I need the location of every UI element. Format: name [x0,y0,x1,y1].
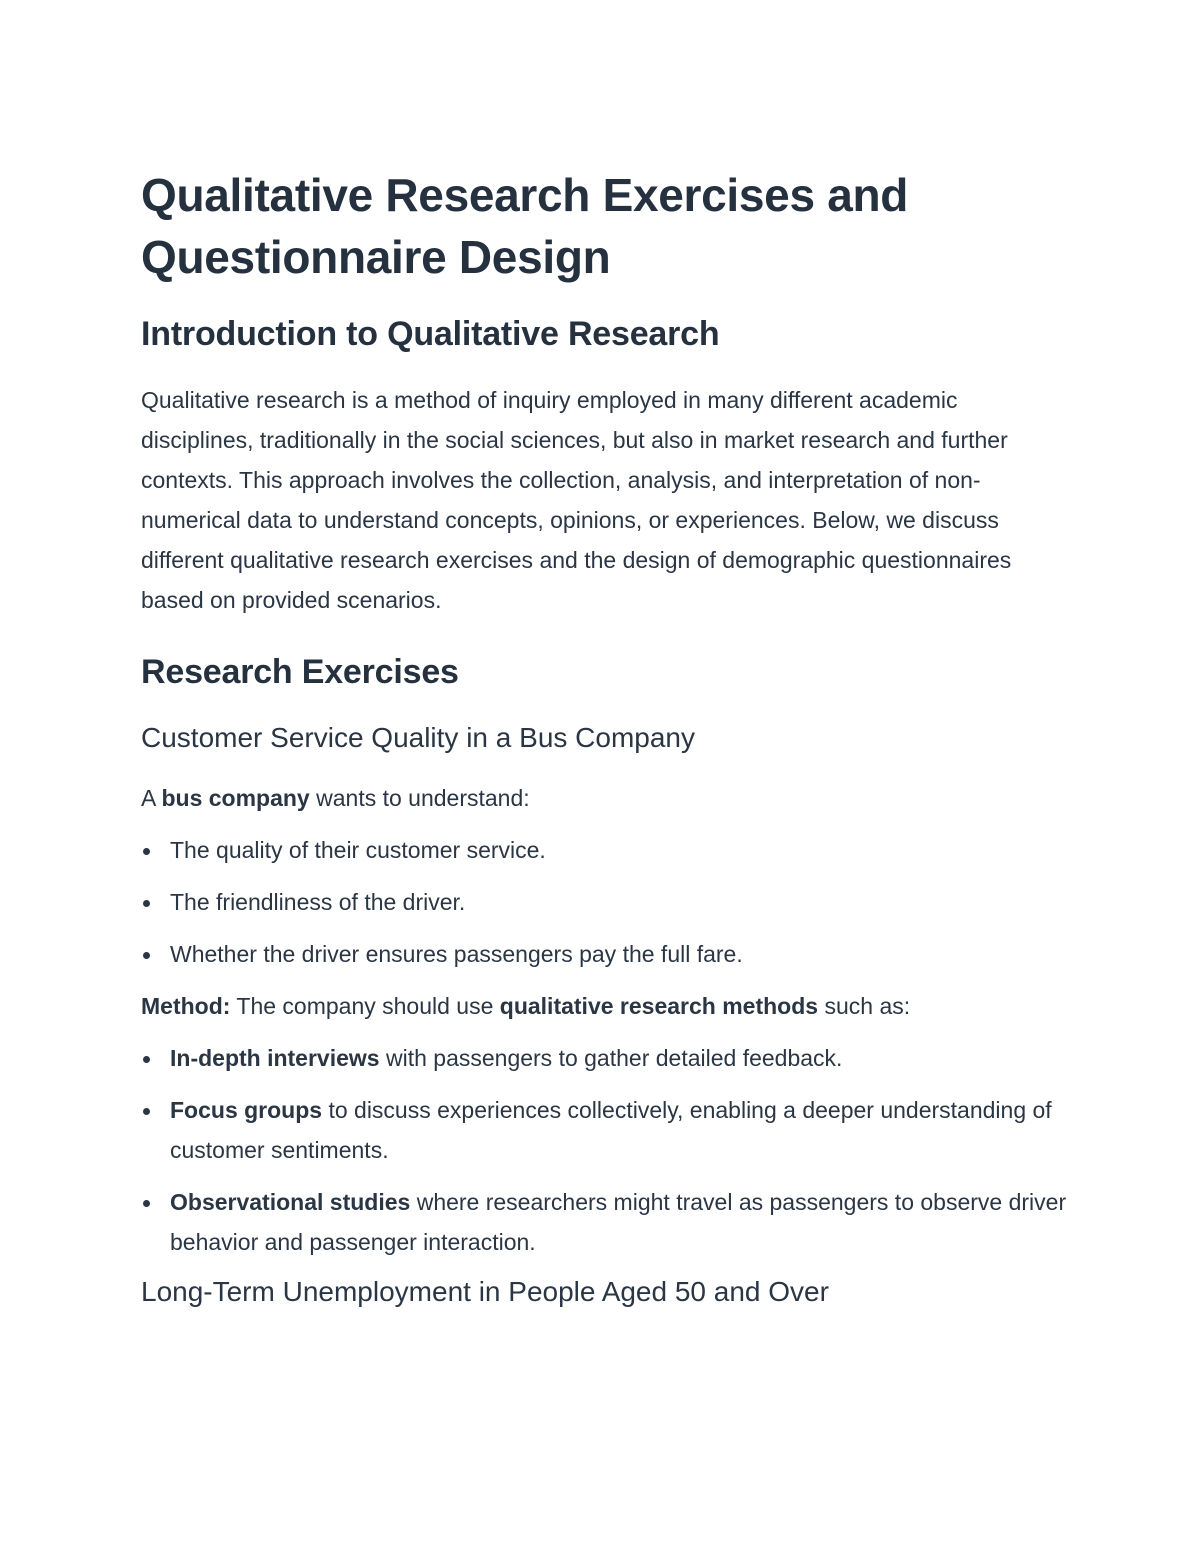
intro-paragraph: Qualitative research is a method of inquiry employed in many different academic disciplines, traditionally in the social sciences, but also in market research and further contexts. This approach involves the collection, analysis, and interpretation of non-numerical data to understand concepts, opinions, or experiences. Below, we discuss different qualitative research exercises and the design of demographic questionnaires based on provided scenarios. [141,387,1012,613]
research-exercises-heading: Research Exercises [141,653,459,691]
method-item-text: where researchers might travel as passengers to observe driver behavior and passenger interaction. [170,1189,1067,1255]
bus-lead-bold: bus company [161,785,310,811]
bullet-icon [143,952,150,959]
bus-company-heading: Customer Service Quality in a Bus Company [141,722,695,753]
method-item-text: to discuss experiences collectively, enabling a deeper understanding of customer sentiments. [170,1097,1052,1163]
bus-lead-suffix: wants to understand: [309,785,530,811]
list-item [141,1038,1071,1078]
list-item-text: Whether the driver ensures passengers pay the full fare. [170,941,743,967]
method-text-before: The company should use [230,993,500,1019]
list-item [141,830,1071,870]
method-line [141,986,1071,1026]
bullet-icon [143,1056,150,1063]
document-page [141,164,1071,1310]
page-title: Qualitative Research Exercises and Questionnaire Design [141,169,909,283]
bullet-icon [143,1108,150,1115]
method-item-bold: In-depth interviews [170,1045,380,1071]
intro-heading: Introduction to Qualitative Research [141,315,720,353]
methods-list [141,1038,1071,1262]
bullet-icon [143,900,150,907]
method-item-bold: Focus groups [170,1097,323,1123]
bullet-icon [143,848,150,855]
list-item [141,882,1071,922]
list-item [141,934,1071,974]
method-item-text: with passengers to gather detailed feedback. [379,1045,843,1071]
bus-goals-list [141,830,1071,974]
method-item-bold: Observational studies [170,1189,411,1215]
bus-lead-text [141,778,1071,818]
bullet-icon [143,1200,150,1207]
list-item-text: The quality of their customer service. [170,837,546,863]
list-item [141,1182,1071,1262]
list-item [141,1090,1071,1170]
method-bold: qualitative research methods [499,993,819,1019]
unemployment-heading: Long-Term Unemployment in People Aged 50 and Over [141,1276,829,1307]
method-label: Method: [141,993,231,1019]
list-item-text: The friendliness of the driver. [170,889,466,915]
method-text-after: such as: [818,993,911,1019]
bus-lead-prefix: A [141,785,162,811]
